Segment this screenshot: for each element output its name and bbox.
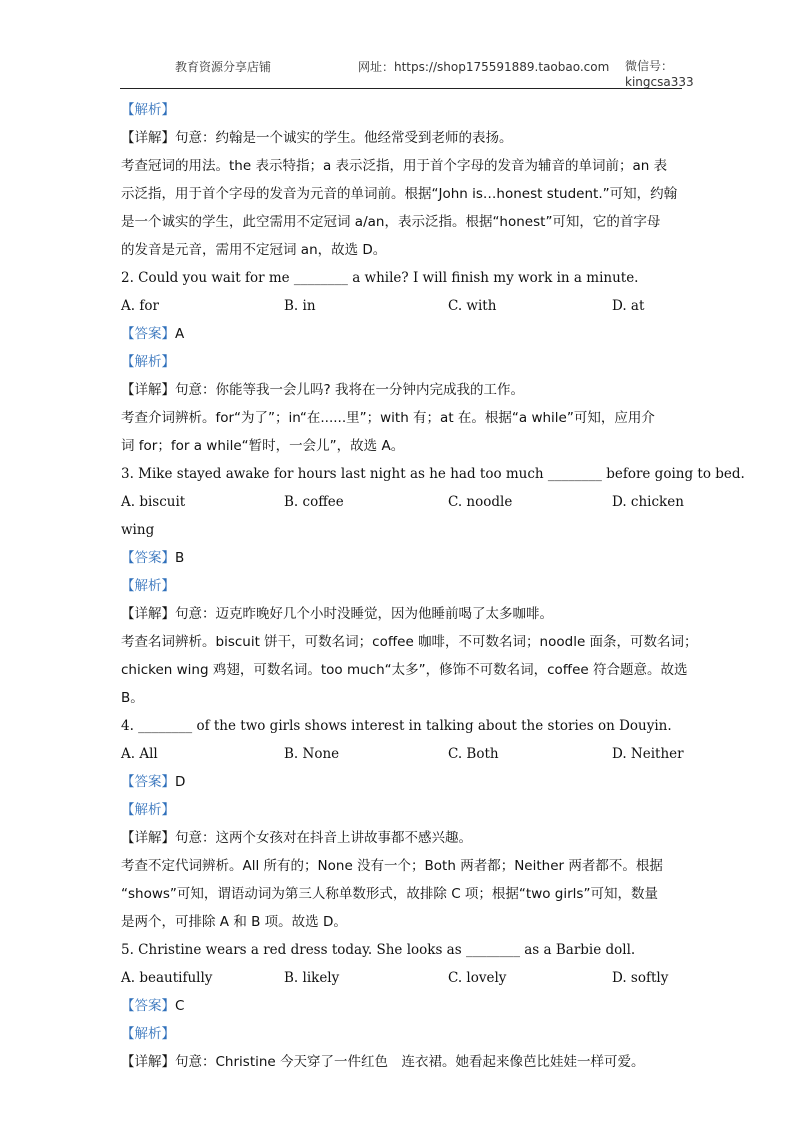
q1-detail: 【详解】句意：约翰是一个诚实的学生。他经常受到老师的表扬。 (121, 130, 513, 146)
q2-explanation-2: 词 for；for a while“暂时，一会儿”，故选 A。 (121, 438, 405, 454)
q3-analysis: 【解析】 (121, 578, 175, 594)
q4-analysis: 【解析】 (121, 802, 175, 818)
q4-explanation-3: 是两个，可排除 A 和 B 项。故选 D。 (121, 914, 347, 930)
wechat-id: kingcsa333 (625, 75, 694, 89)
q5-analysis: 【解析】 (121, 1026, 175, 1042)
q1-explanation-2: 示泛指，用于首个字母的发音为元音的单词前。根据“John is…honest student.”可知，约翰 (121, 186, 678, 202)
q3-option-b: B. coffee (284, 494, 344, 510)
q4-option-a: A. All (121, 746, 158, 762)
q5-option-c: C. lovely (448, 970, 507, 986)
q3-detail: 【详解】句意：迈克昨晚好几个小时没睡觉，因为他睡前喝了太多咖啡。 (121, 606, 553, 622)
q4-explanation-1: 考查不定代词辨析。All 所有的；None 没有一个；Both 两者都；Neither 两者都不。根据 (121, 858, 663, 874)
q2-stem: 2. Could you wait for me ________ a while? I will finish my work in a minute. (121, 270, 639, 286)
q5-answer: 【答案】C (121, 998, 185, 1014)
q1-analysis: 【解析】 (121, 102, 175, 118)
q2-option-b: B. in (284, 298, 316, 314)
q5-option-d: D. softly (612, 970, 669, 986)
q4-stem: 4. ________ of the two girls shows interest in talking about the stories on Douyin. (121, 718, 672, 734)
q1-explanation-1: 考查冠词的用法。the 表示特指；a 表示泛指，用于首个字母的发音为辅音的单词前；an 表 (121, 158, 668, 174)
q3-answer: 【答案】B (121, 550, 185, 566)
q4-options (121, 740, 683, 768)
q5-option-a: A. beautifully (121, 970, 213, 986)
q2-option-d: D. at (612, 298, 645, 314)
q3-explanation-2: chicken wing 鸡翅，可数名词。too much“太多”，修饰不可数名词，coffee 符合题意。故选 (121, 662, 688, 678)
q4-answer: 【答案】D (121, 774, 186, 790)
q3-stem: 3. Mike stayed awake for hours last night as he had too much ________ before going to bed. (121, 466, 745, 482)
q3-options (121, 488, 683, 516)
q2-options (121, 292, 683, 320)
q3-option-c: C. noodle (448, 494, 513, 510)
header-divider (120, 88, 682, 89)
document-body (121, 96, 745, 1076)
q1-explanation-3: 是一个诚实的学生，此空需用不定冠词 a/an，表示泛指。根据“honest”可知，它的首字母 (121, 214, 661, 230)
q2-answer: 【答案】A (121, 326, 185, 342)
q2-explanation-1: 考查介词辨析。for“为了”；in“在......里”；with 有；at 在。根据“a while”可知，应用介 (121, 410, 655, 426)
q2-analysis: 【解析】 (121, 354, 175, 370)
q4-explanation-2: “shows”可知，谓语动词为第三人称单数形式，故排除 C 项；根据“two girls”可知，数量 (121, 886, 658, 902)
q4-option-b: B. None (284, 746, 340, 762)
q2-option-a: A. for (121, 298, 159, 314)
q5-detail: 【详解】句意：Christine 今天穿了一件红色 连衣裙。她看起来像芭比娃娃一样可爱。 (121, 1054, 645, 1070)
q5-option-b: B. likely (284, 970, 340, 986)
q5-stem: 5. Christine wears a red dress today. She looks as ________ as a Barbie doll. (121, 942, 636, 958)
q3-option-d-wrap: wing (121, 522, 155, 538)
q4-option-d: D. Neither (612, 746, 684, 762)
q2-option-c: C. with (448, 298, 497, 314)
q5-options (121, 964, 683, 992)
q3-option-d: D. chicken (612, 494, 684, 510)
shop-name: 教育资源分享店铺 (175, 60, 272, 74)
wechat-info (625, 58, 694, 90)
q3-explanation-3: B。 (121, 690, 144, 706)
q4-option-c: C. Both (448, 746, 499, 762)
q2-detail: 【详解】句意：你能等我一会儿吗? 我将在一分钟内完成我的工作。 (121, 382, 524, 398)
shop-url[interactable]: 网址：https://shop175591889.taobao.com (358, 60, 610, 74)
q1-explanation-4: 的发音是元音，需用不定冠词 an，故选 D。 (121, 242, 387, 258)
page-header (0, 56, 800, 92)
q3-option-a: A. biscuit (121, 494, 186, 510)
q3-explanation-1: 考查名词辨析。biscuit 饼干，可数名词；coffee 咖啡，不可数名词；noodle 面条，可数名词； (121, 634, 698, 650)
q4-detail: 【详解】句意：这两个女孩对在抖音上讲故事都不感兴趣。 (121, 830, 472, 846)
wechat-label: 微信号： (625, 59, 674, 73)
